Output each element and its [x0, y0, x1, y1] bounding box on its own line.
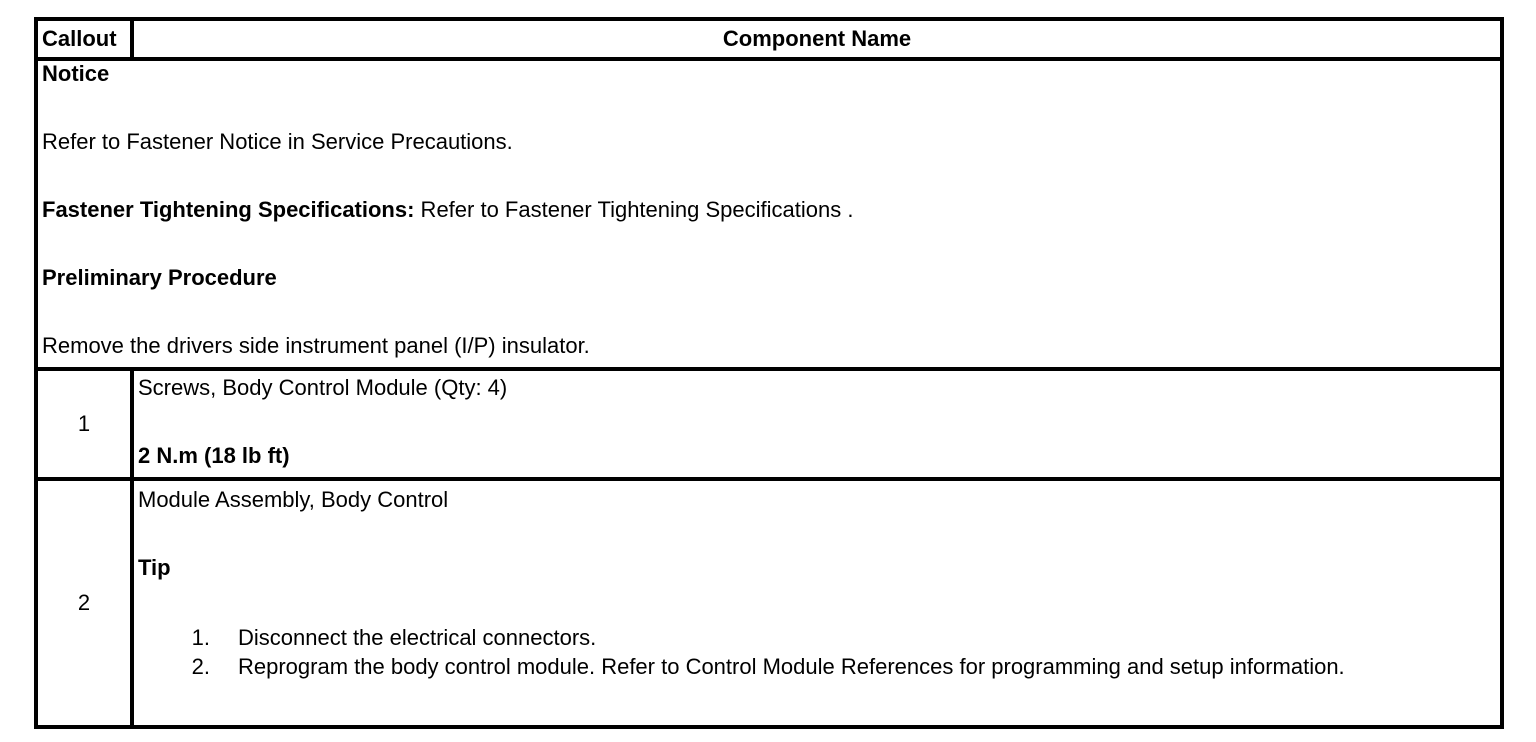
- list-item: [138, 623, 1496, 652]
- fastener-spec-line: [42, 197, 1496, 223]
- preliminary-procedure-text: Remove the drivers side instrument panel (I/P) insulator.: [42, 333, 590, 358]
- step-number: 1.: [191, 625, 210, 650]
- table-row: [36, 479, 1502, 727]
- list-item: [138, 652, 1496, 681]
- torque-spec: 2 N.m (18 lb ft): [138, 443, 290, 468]
- step-number: 2.: [191, 654, 210, 679]
- callout-number: 2: [36, 479, 132, 727]
- notice-text: [42, 129, 1496, 155]
- component-name-column-header: Component Name: [132, 19, 1502, 59]
- tip-title: Tip: [138, 555, 171, 580]
- step-text: Reprogram the body control module. Refer to Control Module References for programming and setup information.: [238, 654, 1345, 679]
- callout-column-header: Callout: [36, 19, 132, 59]
- fastener-spec-label: Fastener Tightening Specifications:: [42, 197, 415, 222]
- component-name: Screws, Body Control Module (Qty: 4): [138, 375, 508, 400]
- component-table: [34, 17, 1504, 729]
- notice-title: Notice: [42, 61, 110, 86]
- component-cell: [132, 479, 1502, 727]
- callout-number: 1: [36, 369, 132, 479]
- component-cell: [132, 369, 1502, 479]
- table-row: [36, 369, 1502, 479]
- tip-steps-list: [138, 623, 1496, 681]
- notice-text-body: Refer to Fastener Notice in Service Precautions.: [42, 129, 513, 154]
- step-text: Disconnect the electrical connectors.: [238, 625, 597, 650]
- component-name: Module Assembly, Body Control: [138, 487, 449, 512]
- preliminary-procedure-title: Preliminary Procedure: [42, 265, 277, 290]
- notice-row: [36, 59, 1502, 369]
- notice-cell: [36, 59, 1502, 369]
- fastener-spec-text: Refer to Fastener Tightening Specifications .: [414, 197, 854, 222]
- table-header-row: [36, 19, 1502, 59]
